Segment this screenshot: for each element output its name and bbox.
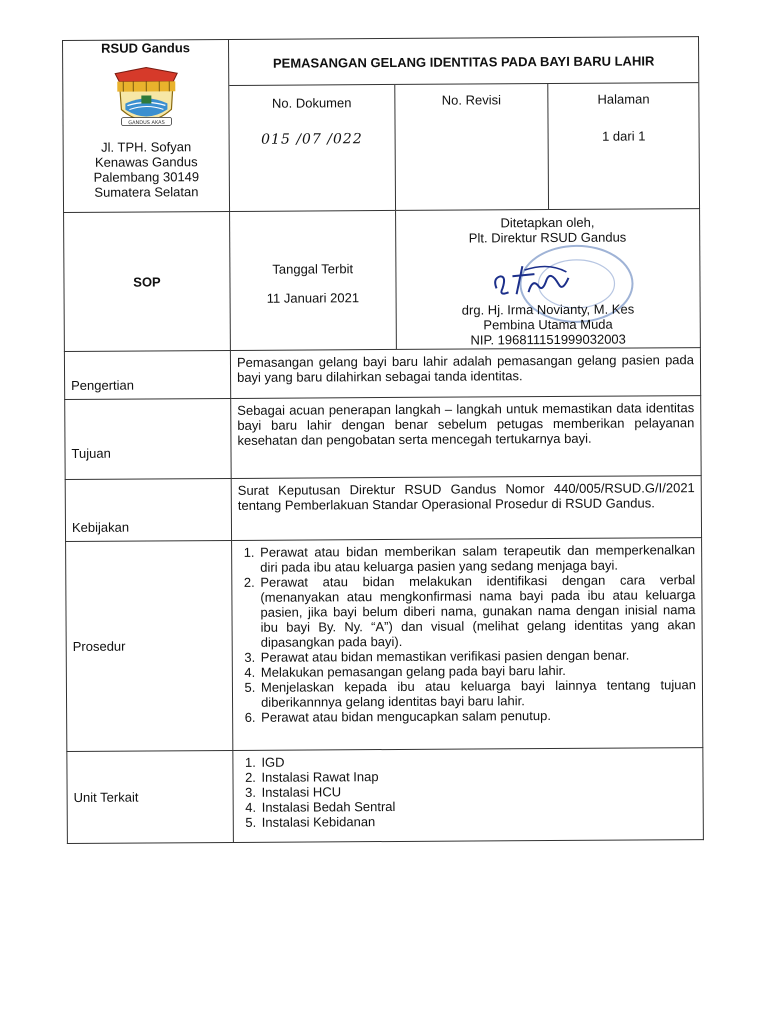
procedure-step: 6. Perawat atau bidan mengucapkan salam penutup. xyxy=(259,707,696,725)
related-unit-item: 2. Instalasi Rawat Inap xyxy=(259,767,696,785)
hospital-logo-icon xyxy=(111,65,181,129)
procedure-step: 4. Melakukan pemasangan gelang pada bayi baru lahir. xyxy=(259,662,696,680)
doc-number-value: 015 /07 /022 xyxy=(261,131,363,148)
sop-document xyxy=(62,36,703,844)
address-line: Jl. TPH. Sofyan xyxy=(101,139,192,155)
definition-text: Pemasangan gelang bayi baru lahir adalah pemasangan gelang pasien pada bayi yang baru dilahirkan sebagai tanda identitas. xyxy=(230,348,700,399)
svg-text:GANDUS AKAS: GANDUS AKAS xyxy=(127,119,165,127)
procedure-cell xyxy=(232,538,703,751)
procedure-step: 5. Menjelaskan kepada ibu atau keluarga bayi lainnya tentang tujuan diberikannnya gelang identitas bayi baru lahir. xyxy=(259,677,696,710)
page-label: Halaman xyxy=(597,91,650,107)
procedure-steps xyxy=(238,542,696,725)
related-units-list xyxy=(239,752,696,830)
related-unit-item: 1. IGD xyxy=(259,752,696,770)
related-unit-item: 4. Instalasi Bedah Sentral xyxy=(260,797,697,815)
policy-label: Kebijakan xyxy=(65,478,231,541)
purpose-text: Sebagai acuan penerapan langkah – langkah untuk memastikan data identitas bayi baru lahir dengan benar sebelum petugas memberikan pelayanan kesehatan dan pengobatan serta mencegah tertukarnya bayi. xyxy=(231,396,701,479)
director-position: Plt. Direktur RSUD Gandus xyxy=(468,229,627,246)
hospital-name: RSUD Gandus xyxy=(101,40,191,56)
definition-label: Pengertian xyxy=(64,350,230,399)
address-line: Sumatera Selatan xyxy=(94,184,199,200)
related-units-cell xyxy=(233,748,704,843)
document-meta-row xyxy=(229,82,699,211)
revision-cell xyxy=(395,84,549,210)
doc-number-label: No. Dokumen xyxy=(271,95,352,111)
issue-date-label: Tanggal Terbit xyxy=(272,261,354,277)
title-cell xyxy=(228,37,699,212)
address-line: Palembang 30149 xyxy=(93,169,200,185)
procedure-label: Prosedur xyxy=(66,540,233,751)
procedure-step: 3. Perawat atau bidan memastikan verifikasi pasien dengan benar. xyxy=(259,647,696,665)
related-unit-item: 5. Instalasi Kebidanan xyxy=(260,812,697,830)
document-title: PEMASANGAN GELANG IDENTITAS PADA BAYI BARU LAHIR xyxy=(272,53,655,71)
doc-number-cell xyxy=(229,85,395,211)
signature-icon xyxy=(488,258,578,305)
related-units-label: Unit Terkait xyxy=(67,750,234,843)
revision-label: No. Revisi xyxy=(441,92,502,108)
issue-date-cell xyxy=(230,211,396,350)
page-value: 1 dari 1 xyxy=(602,128,646,144)
procedure-step: 1. Perawat atau bidan memberikan salam terapeutik dan memperkenalkan diri pada ibu atau keluarga pasien yang sedang menjaga bayi. xyxy=(258,542,695,575)
established-by: Ditetapkan oleh, xyxy=(500,214,595,231)
purpose-label: Tujuan xyxy=(65,398,231,479)
sop-table xyxy=(62,36,704,844)
approval-cell xyxy=(396,209,700,349)
signer-nip: NIP. 196811151999032003 xyxy=(470,331,626,348)
address-line: Kenawas Gandus xyxy=(94,154,198,170)
signer-rank: Pembina Utama Muda xyxy=(483,316,613,333)
issue-date-value: 11 Januari 2021 xyxy=(266,290,360,306)
sop-label: SOP xyxy=(64,211,231,351)
hospital-address xyxy=(64,139,229,200)
signer-name: drg. Hj. Irma Novianty, M. Kes xyxy=(461,301,635,318)
sop-info-cell xyxy=(230,209,701,351)
hospital-header-cell xyxy=(63,39,230,212)
procedure-step: 2. Perawat atau bidan melakukan identifikasi dengan cara verbal (menanyakan atau mengkonfirmasi nama bayi pada ibu atau keluarga pasien, jika bayi belum diberi nama, gunakan nama dengan inisial nama ibu bayi By. Ny. “A”) dan visual (melihat gelang identitas yang akan dipasangkan pada bayi). xyxy=(258,572,695,650)
related-unit-item: 3. Instalasi HCU xyxy=(260,782,697,800)
page-cell xyxy=(549,83,699,209)
policy-text: Surat Keputusan Direktur RSUD Gandus Nomor 440/005/RSUD.G/I/2021 tentang Pemberlakuan Standar Operasional Prosedur di RSUD Gandus. xyxy=(231,476,701,541)
signer-block xyxy=(396,301,700,348)
